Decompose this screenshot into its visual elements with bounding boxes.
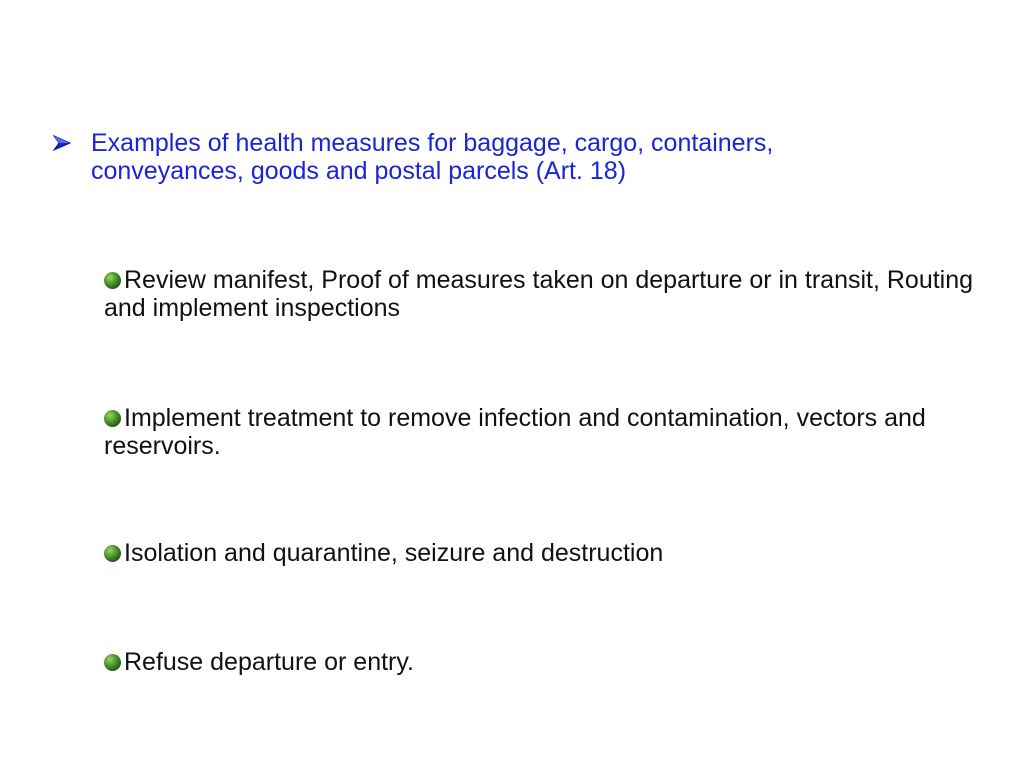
bullet-item bbox=[104, 648, 994, 676]
bullet-text: Refuse departure or entry. bbox=[124, 648, 414, 676]
heading-row bbox=[52, 129, 912, 185]
bullet-item bbox=[104, 539, 994, 567]
arrow-bullet-icon bbox=[52, 134, 72, 152]
bullet-item bbox=[104, 266, 994, 322]
green-ball-icon bbox=[104, 272, 121, 289]
heading-text: Examples of health measures for baggage, cargo, containers, conveyances, goods and postal parcels (Art. 18) bbox=[91, 129, 774, 185]
green-ball-icon bbox=[104, 545, 121, 562]
bullet-item bbox=[104, 404, 994, 460]
green-ball-icon bbox=[104, 410, 121, 427]
bullet-text: Isolation and quarantine, seizure and destruction bbox=[124, 539, 664, 567]
bullet-text: Implement treatment to remove infection and contamination, vectors and reservoirs. bbox=[104, 404, 926, 460]
bullet-text: Review manifest, Proof of measures taken on departure or in transit, Routing and implement inspections bbox=[104, 266, 974, 322]
green-ball-icon bbox=[104, 654, 121, 671]
